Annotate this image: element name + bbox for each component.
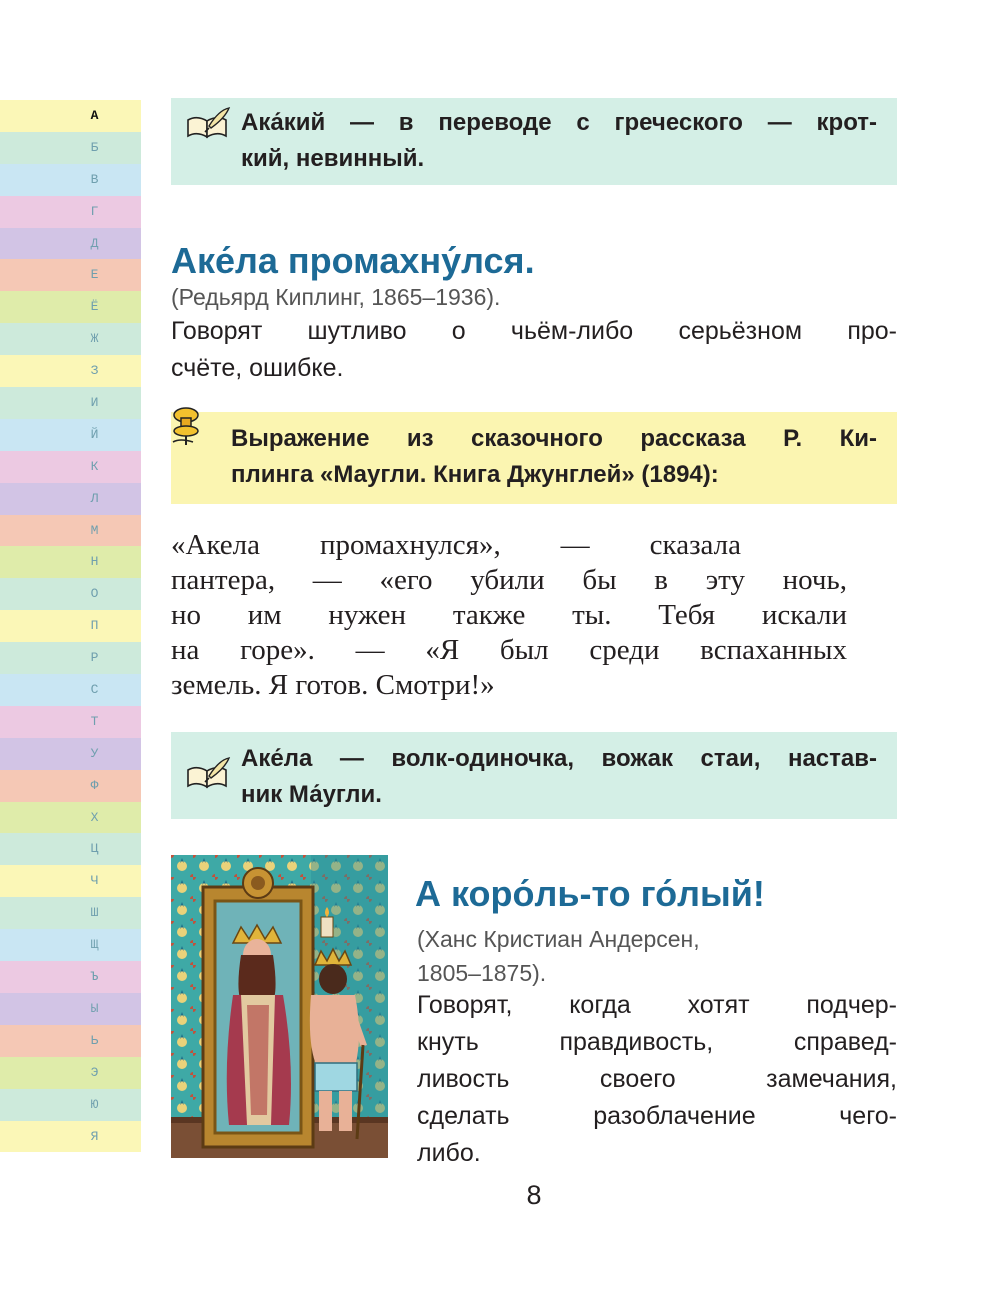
definition-text: ник Ма́угли. <box>241 781 382 808</box>
alphabet-letter: С <box>0 674 141 706</box>
book-quill-icon <box>185 106 231 142</box>
alphabet-letter: Ш <box>0 897 141 929</box>
note-text: Выражение из сказочного рассказа Р. Ки- <box>231 425 877 452</box>
body-line: Говорят, когда хотят подчер- <box>417 991 897 1019</box>
alphabet-letter: Д <box>0 228 141 260</box>
quote-line: земель. Я готов. Смотри!» <box>171 669 495 701</box>
term: Аке́ла <box>241 745 313 772</box>
alphabet-letter: Т <box>0 706 141 738</box>
alphabet-letter: Ж <box>0 323 141 355</box>
alphabet-letter: Р <box>0 642 141 674</box>
alphabet-letter: Э <box>0 1057 141 1089</box>
entry-body <box>417 987 897 1172</box>
book-quill-icon <box>185 756 231 792</box>
body-line: сделать разоблачение чего- <box>417 1102 897 1130</box>
quote-line: пантера, — «его убили бы в эту ночь, <box>171 564 847 596</box>
alphabet-letter: Я <box>0 1121 141 1153</box>
quote-line: «Акела промахнулся», — сказала <box>171 529 741 561</box>
alphabet-letter: Х <box>0 802 141 834</box>
definition-box-akela <box>171 732 897 819</box>
body-line: Говорят шутливо о чьём-либо серьёзном про- <box>171 317 897 345</box>
alphabet-letter: Ы <box>0 993 141 1025</box>
alphabet-letter: В <box>0 164 141 196</box>
entry-heading: А коро́ль-то го́лый! <box>415 873 765 914</box>
alphabet-letter: Ф <box>0 770 141 802</box>
alphabet-letter: О <box>0 578 141 610</box>
alphabet-letter: Ъ <box>0 961 141 993</box>
alphabet-letter: Щ <box>0 929 141 961</box>
entry-author <box>417 922 700 990</box>
body-line: либо. <box>417 1139 481 1167</box>
alphabet-letter: М <box>0 515 141 547</box>
entry-author: (Редьярд Киплинг, 1865–1936). <box>171 284 501 310</box>
definition-text: — в переводе с греческого — крот- <box>325 109 877 136</box>
quote-block <box>171 528 847 703</box>
author-line: (Ханс Кристиан Андерсен, <box>417 926 700 952</box>
term: Ака́кий <box>241 109 326 136</box>
note-box <box>171 412 897 504</box>
definition-text: кий, невинный. <box>241 145 425 172</box>
alphabet-letter: Ч <box>0 865 141 897</box>
author-line: 1805–1875). <box>417 960 547 986</box>
alphabet-letter: Н <box>0 546 141 578</box>
body-line: кнуть правдивость, справед- <box>417 1028 897 1056</box>
note-text: плинга «Маугли. Книга Джунглей» (1894): <box>231 461 719 488</box>
page-number: 8 <box>526 1180 542 1210</box>
alphabet-letter: Ё <box>0 291 141 323</box>
definition-text: — волк-одиночка, вожак стаи, настав- <box>312 745 877 772</box>
definition-box-akakiy <box>171 98 897 185</box>
alphabet-letter: Л <box>0 483 141 515</box>
entry-heading: Аке́ла промахну́лся. <box>171 240 535 281</box>
quote-line: на горе». — «Я был среди вспаханных <box>171 634 847 666</box>
alphabet-letter: Е <box>0 259 141 291</box>
alphabet-letter: К <box>0 451 141 483</box>
alphabet-letter: У <box>0 738 141 770</box>
body-line: ливость своего замечания, <box>417 1065 897 1093</box>
alphabet-letter: Ю <box>0 1089 141 1121</box>
alphabet-letter: А <box>0 100 141 132</box>
pushpin-icon <box>167 406 201 446</box>
alphabet-letter: Й <box>0 419 141 451</box>
alphabet-letter: Ц <box>0 833 141 865</box>
alphabet-sidebar <box>0 100 141 1152</box>
alphabet-letter: И <box>0 387 141 419</box>
alphabet-letter: Б <box>0 132 141 164</box>
alphabet-letter: З <box>0 355 141 387</box>
alphabet-letter: Ь <box>0 1025 141 1057</box>
entry-body <box>171 313 897 387</box>
alphabet-letter: Г <box>0 196 141 228</box>
illustration-naked-king <box>171 855 388 1158</box>
alphabet-letter: П <box>0 610 141 642</box>
body-line: счёте, ошибке. <box>171 354 344 382</box>
quote-line: но им нужен также ты. Тебя искали <box>171 599 847 631</box>
